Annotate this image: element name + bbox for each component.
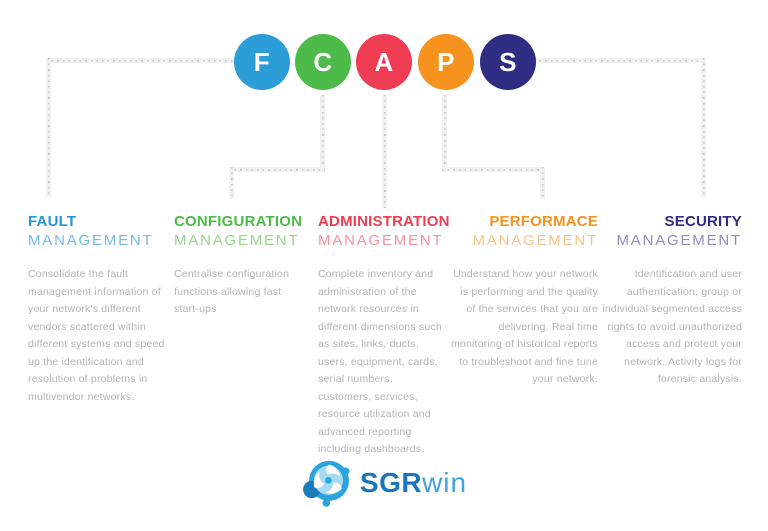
column-configuration — [174, 212, 306, 319]
column-description: Understand how your network is performing and the quality of the services that you are delivering. Real time monitoring of historical reports to troubleshoot and fine tune your network. — [450, 268, 598, 385]
column-title: CONFIGURATION — [174, 213, 303, 230]
column-title: SECURITY — [664, 213, 742, 230]
badge-letter: F — [253, 46, 271, 77]
badge-letter: A — [374, 46, 394, 77]
connector-administration-vertical — [382, 95, 387, 208]
column-fault — [28, 212, 174, 406]
connector-security-vertical — [701, 58, 706, 197]
badge-letter: S — [499, 46, 517, 77]
column-subtitle: MANAGEMENT — [174, 232, 300, 249]
column-performance — [450, 212, 598, 389]
connector-fault-horizontal — [46, 58, 235, 63]
connector-performance-drop — [442, 95, 447, 172]
fcaps-badge-s — [480, 34, 536, 90]
connector-performance-vertical — [540, 167, 545, 199]
column-subtitle: MANAGEMENT — [318, 232, 444, 249]
column-description: Centralise configuration functions allowing fast start-ups — [174, 268, 290, 315]
connector-performance-horizontal — [442, 167, 545, 172]
connector-security-horizontal — [534, 58, 706, 63]
column-security — [600, 212, 742, 389]
column-title: PERFORMACE — [489, 213, 598, 230]
connector-configuration-horizontal — [229, 167, 325, 172]
column-description: Identification and user authentication, group or individual segmented access rights to avoid unauthorized access and protect your network. Activity logs for forensic analysis. — [602, 268, 742, 385]
column-title: ADMINISTRATION — [318, 213, 450, 230]
connector-configuration-vertical — [229, 167, 234, 199]
fcaps-badge-p — [418, 34, 474, 90]
logo-text-bold: SGR — [359, 467, 423, 498]
column-description: Consolidate the fault management information of your network's different vendors scattered within different systems and speed up the identification and resolution of problems in multivendor networks. — [28, 268, 165, 403]
column-subtitle: MANAGEMENT — [28, 232, 154, 249]
badge-letter: C — [313, 46, 333, 77]
fcaps-badge-a — [356, 34, 412, 90]
badge-letter: P — [437, 46, 455, 77]
column-subtitle: MANAGEMENT — [616, 232, 742, 249]
column-title: FAULT — [28, 213, 77, 230]
logo-text-light: win — [422, 467, 468, 498]
column-description: Complete inventory and administration of the network resources in different dimensions such as sites, links, ducts, users, equipment, cards, serial numbers, customers, services, resource utilization and advanced reporting including dashboards. — [318, 268, 442, 455]
globe-swirl-icon — [301, 456, 355, 510]
column-subtitle: MANAGEMENT — [472, 232, 598, 249]
sgrwin-logo — [301, 456, 467, 510]
logo-wordmark — [360, 469, 467, 497]
fcaps-badge-c — [295, 34, 351, 90]
column-administration — [318, 212, 448, 459]
connector-fault-vertical — [46, 58, 51, 197]
fcaps-badge-f — [234, 34, 290, 90]
connector-configuration-drop — [320, 95, 325, 172]
